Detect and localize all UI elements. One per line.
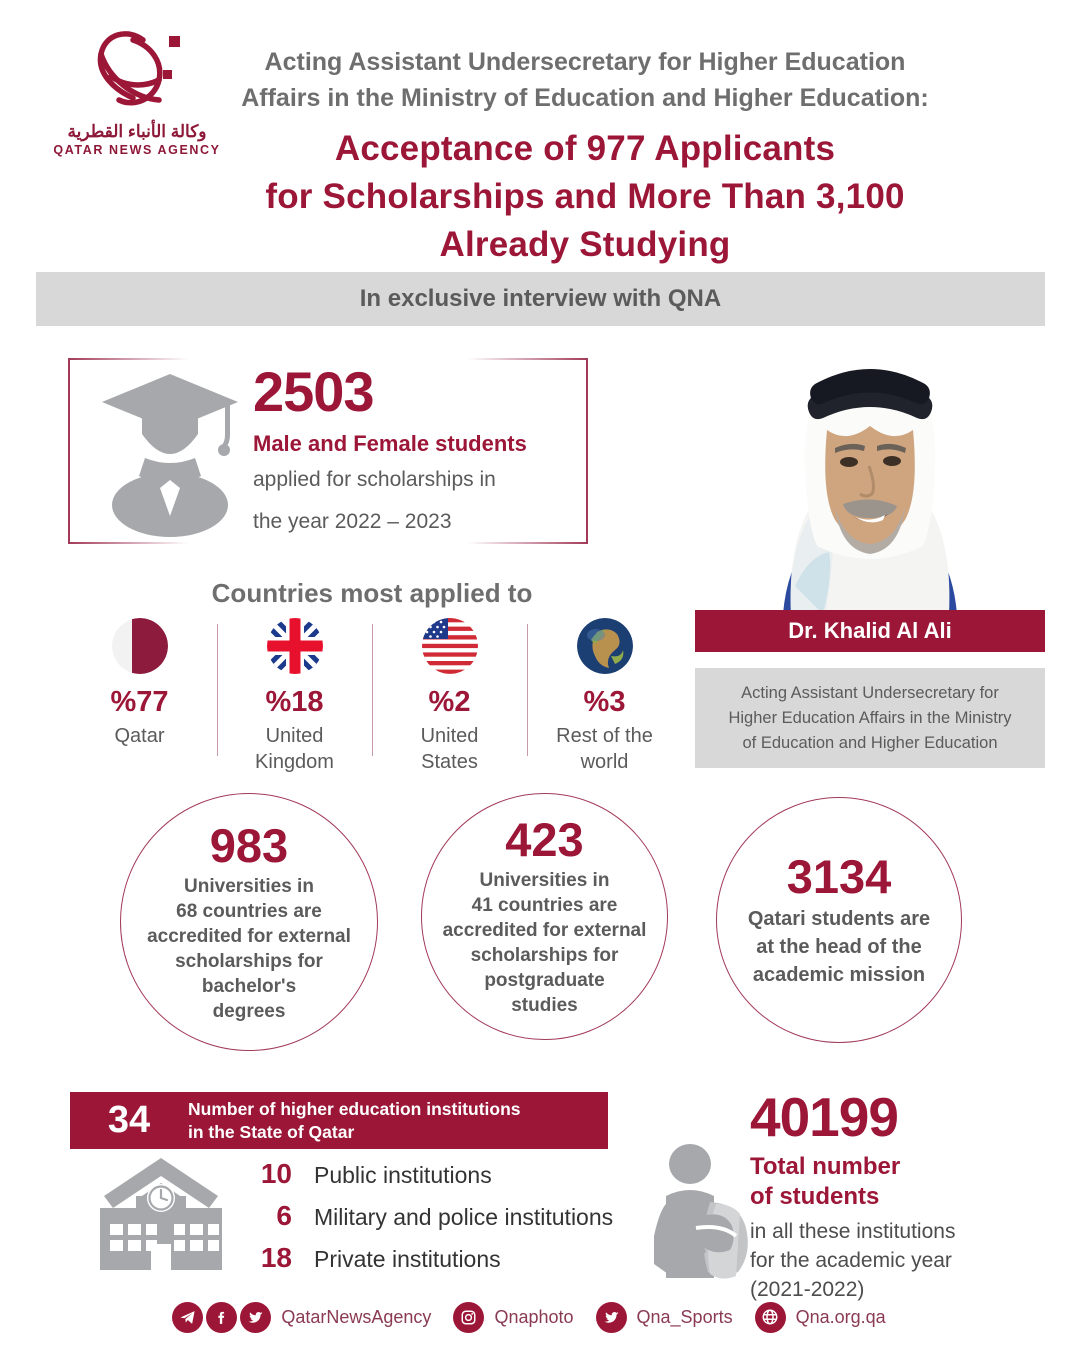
headline-line-1: Acceptance of 977 Applicants	[334, 129, 836, 168]
total-students-bold-line-2: of students	[750, 1183, 880, 1210]
facebook-icon[interactable]	[206, 1302, 237, 1333]
bracket-edge-left	[68, 358, 70, 544]
logo-english-text: QATAR NEWS AGENCY	[53, 143, 221, 157]
institutions-type: Public institutions	[314, 1162, 492, 1188]
country-name: Rest of the world	[556, 725, 653, 773]
applicants-stat-text	[253, 362, 573, 541]
country-name: United States	[420, 725, 479, 773]
kicker-text	[230, 44, 940, 116]
institutions-label-line-2: in the State of Qatar	[188, 1121, 355, 1142]
circle-number: 3134	[786, 849, 892, 903]
page-title	[215, 125, 955, 269]
country-percent: %3	[583, 686, 626, 718]
twitter-icon[interactable]	[240, 1302, 271, 1333]
globe-icon[interactable]	[755, 1302, 786, 1333]
institutions-count: 10	[260, 1158, 292, 1189]
country-percent: %18	[265, 686, 324, 718]
kicker-line-2: Affairs in the Ministry of Education and Higher Education:	[241, 84, 929, 112]
institutions-row-private	[230, 1242, 630, 1274]
total-students-number: 40199	[750, 1086, 898, 1148]
stat-circle-qatari-students	[716, 797, 962, 1043]
exclusive-interview-banner	[36, 272, 1045, 326]
qatar-flag-icon	[112, 618, 168, 674]
social-footer	[0, 1292, 1080, 1342]
united-states-flag-icon	[422, 618, 478, 674]
country-item-united-states	[372, 618, 527, 775]
bracket-edge-bottom-right	[468, 542, 588, 544]
circle-number: 423	[505, 813, 584, 866]
person-role	[728, 681, 1011, 756]
applicants-stat-card	[68, 358, 588, 544]
institutions-total-number: 34	[107, 1099, 151, 1141]
graduate-student-icon	[90, 362, 250, 537]
institutions-row-public	[230, 1158, 630, 1190]
social-group-qnaphoto[interactable]	[453, 1302, 573, 1333]
institutions-header-bar	[70, 1092, 608, 1149]
stat-circle-postgraduate	[421, 793, 668, 1040]
bracket-edge-top-right	[468, 358, 588, 360]
headline-line-3: Already Studying	[439, 225, 731, 264]
country-name: United Kingdom	[255, 725, 334, 773]
total-students-card	[750, 1086, 1050, 1304]
headline-line-2: for Scholarships and More Than 3,100	[265, 177, 905, 216]
circle-text: Universities in 41 countries are accredited for external scholarships for postgraduate studies	[442, 870, 647, 1016]
circle-text: Qatari students are at the head of the academic mission	[747, 907, 931, 986]
institutions-row-military	[230, 1200, 630, 1232]
social-handle[interactable]: QatarNewsAgency	[281, 1306, 432, 1327]
circle-number: 983	[209, 818, 289, 872]
bracket-edge-bottom-left	[68, 542, 188, 544]
social-group-website[interactable]	[755, 1302, 886, 1333]
qna-logo	[47, 24, 227, 157]
stat-circle-bachelor	[120, 793, 378, 1051]
social-handle[interactable]: Qna.org.qa	[795, 1306, 886, 1327]
person-role-line-2: Higher Education Affairs in the Ministry	[728, 708, 1012, 727]
country-item-united-kingdom	[217, 618, 372, 775]
kicker-line-1: Acting Assistant Undersecretary for Higher Education	[264, 48, 906, 76]
institutions-label-line-1: Number of higher education institutions	[188, 1098, 521, 1119]
header	[0, 0, 1080, 272]
exclusive-interview-text: In exclusive interview with QNA	[359, 285, 722, 312]
total-students-bold-line-1: Total number	[750, 1153, 901, 1180]
qna-atom-logo-icon	[81, 24, 193, 120]
portrait-dr-khalid-al-ali-image	[695, 336, 1045, 614]
applicants-number: 2503	[253, 360, 374, 423]
institutions-type: Military and police institutions	[314, 1204, 614, 1230]
social-handle[interactable]: Qnaphoto	[494, 1306, 574, 1327]
globe-icon	[577, 618, 633, 674]
social-handle[interactable]: Qna_Sports	[636, 1306, 733, 1327]
united-kingdom-flag-icon	[267, 618, 323, 674]
total-students-bold	[750, 1152, 1050, 1212]
logo-arabic-text: وكالة الأنباء القطرية	[67, 122, 207, 141]
bracket-edge-top-left	[68, 358, 188, 360]
instagram-icon[interactable]	[453, 1302, 484, 1333]
institutions-type: Private institutions	[314, 1246, 501, 1272]
institutions-count: 18	[260, 1242, 292, 1273]
institutions-label	[188, 1098, 521, 1144]
student-with-backpack-icon	[648, 1144, 766, 1284]
social-group-qatarnewsagency[interactable]	[172, 1302, 431, 1333]
person-role-line-1: Acting Assistant Undersecretary for	[741, 683, 999, 702]
person-name: Dr. Khalid Al Ali	[788, 618, 952, 643]
school-building-icon	[96, 1156, 226, 1278]
person-role-line-3: of Education and Higher Education	[742, 733, 998, 752]
person-role-box	[695, 668, 1045, 768]
telegram-icon[interactable]	[172, 1302, 203, 1333]
total-students-sub-line-1: in all these institutions	[750, 1220, 956, 1243]
applicants-sub-line-1: applied for scholarships in	[253, 468, 496, 491]
countries-section-title: Countries most applied to	[211, 578, 533, 608]
institutions-count: 6	[276, 1200, 292, 1231]
social-group-qna-sports[interactable]	[596, 1302, 733, 1333]
country-item-rest-of-world	[527, 618, 682, 775]
country-percent: %2	[428, 686, 471, 718]
applicants-bold-line: Male and Female students	[253, 431, 527, 456]
circle-text: Universities in 68 countries are accredited for external scholarships for bachelor's degrees	[147, 875, 351, 1022]
bracket-edge-right	[586, 358, 588, 544]
country-percent: %77	[110, 686, 169, 718]
total-students-sub	[750, 1217, 1050, 1304]
countries-list	[62, 618, 682, 775]
applicants-sub-line-2: the year 2022 – 2023	[253, 510, 452, 533]
total-students-sub-line-3: (2021-2022)	[750, 1278, 865, 1301]
total-students-sub-line-2: for the academic year	[750, 1249, 952, 1272]
country-name: Qatar	[114, 725, 165, 747]
institutions-breakdown-list	[230, 1158, 630, 1284]
twitter-icon[interactable]	[596, 1302, 627, 1333]
person-name-bar	[695, 610, 1045, 652]
portrait-photo	[695, 336, 1045, 614]
country-item-qatar	[62, 618, 217, 775]
